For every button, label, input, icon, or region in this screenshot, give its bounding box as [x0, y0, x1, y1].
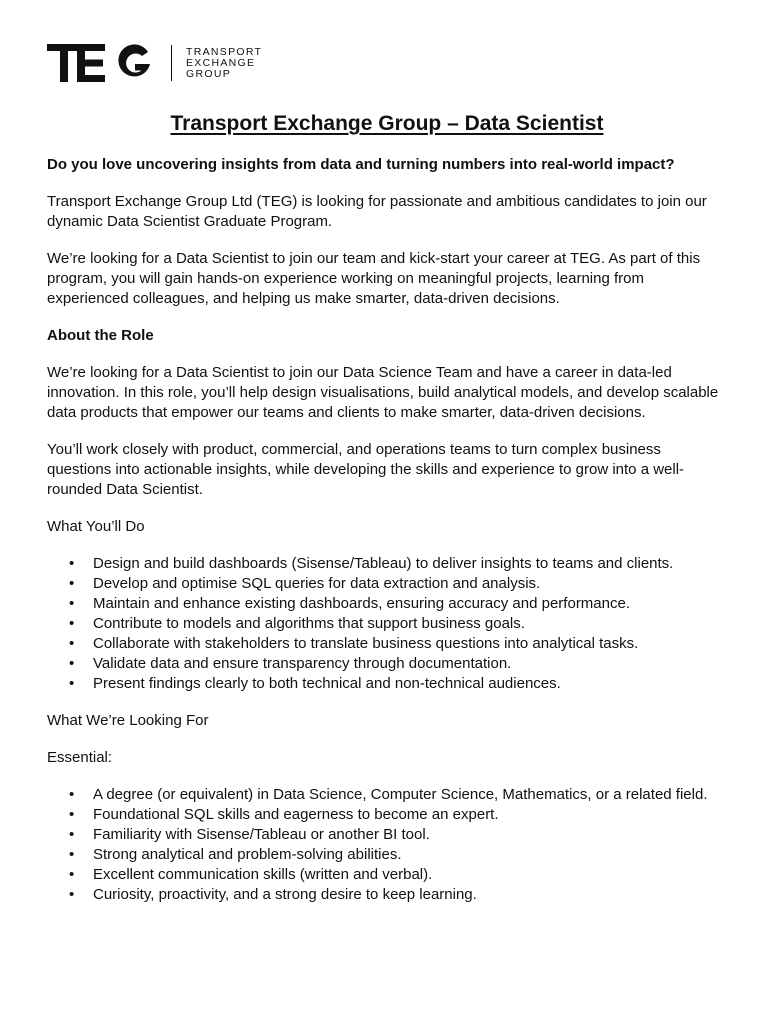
bullet-icon: •: [69, 615, 75, 632]
bullet-icon: •: [69, 826, 75, 843]
list-item: [47, 785, 727, 805]
list-item-text: Foundational SQL skills and eagerness to become an expert.: [93, 806, 499, 823]
list-item-text: Design and build dashboards (Sisense/Tableau) to deliver insights to teams and clients.: [93, 555, 674, 572]
bullet-icon: •: [69, 595, 75, 612]
about-heading: About the Role: [47, 327, 154, 344]
bullet-icon: •: [69, 786, 75, 803]
list-item-text: Maintain and enhance existing dashboards, ensuring accuracy and performance.: [93, 595, 630, 612]
page-title: Transport Exchange Group – Data Scientist: [170, 112, 604, 135]
bullet-icon: •: [69, 846, 75, 863]
list-item: [47, 805, 727, 825]
bullet-icon: •: [69, 675, 75, 692]
about-paragraph-1: We’re looking for a Data Scientist to join our Data Science Team and have a career in data-led innovation. In this role, you’ll help design visualisations, build analytical models, and develop scalable data products that empower our teams and clients to make smarter, data-driven decisions.: [47, 364, 719, 421]
what-youll-do-heading: What You’ll Do: [47, 518, 145, 535]
list-item: [47, 865, 727, 885]
list-item: [47, 634, 727, 654]
list-item-text: Contribute to models and algorithms that support business goals.: [93, 615, 525, 632]
list-item-text: Excellent communication skills (written and verbal).: [93, 866, 433, 883]
list-item: [47, 825, 727, 845]
list-item: [47, 845, 727, 865]
list-item-text: Present findings clearly to both technical and non-technical audiences.: [93, 675, 561, 692]
logo-divider: [171, 45, 172, 81]
list-item-text: A degree (or equivalent) in Data Science, Computer Science, Mathematics, or a related field.: [93, 786, 708, 803]
list-item-text: Collaborate with stakeholders to translate business questions into analytical tasks.: [93, 635, 639, 652]
bullet-icon: •: [69, 655, 75, 672]
list-item-text: Strong analytical and problem-solving abilities.: [93, 846, 402, 863]
bullet-icon: •: [69, 575, 75, 592]
bullet-icon: •: [69, 806, 75, 823]
list-item-text: Familiarity with Sisense/Tableau or another BI tool.: [93, 826, 430, 843]
list-item-text: Develop and optimise SQL queries for data extraction and analysis.: [93, 575, 541, 592]
about-paragraph-2: You’ll work closely with product, commercial, and operations teams to turn complex business questions into actionable insights, while developing the skills and experience to grow into a well-rounded Data Scientist.: [47, 441, 685, 498]
logo-line-2: EXCHANGE: [186, 56, 256, 69]
list-item: [47, 594, 727, 614]
bullet-icon: •: [69, 555, 75, 572]
list-item: [47, 674, 727, 694]
logo-line-1: TRANSPORT: [186, 45, 263, 58]
document-body: [47, 155, 727, 905]
essential-list: [47, 785, 727, 905]
bullet-icon: •: [69, 635, 75, 652]
list-item: [47, 574, 727, 594]
intro-paragraph-2: We’re looking for a Data Scientist to join our team and kick-start your career at TEG. As part of this program, you will gain hands-on experience working on meaningful projects, learning from experienced colleagues, and helping us make smarter, data-driven decisions.: [47, 250, 701, 307]
what-youll-do-list: [47, 554, 727, 694]
list-item: [47, 885, 727, 905]
intro-paragraph-1: Transport Exchange Group Ltd (TEG) is looking for passionate and ambitious candidates to join our dynamic Data Scientist Graduate Program.: [47, 193, 707, 230]
teg-logo-mark-icon: [47, 44, 151, 82]
teg-logo: [47, 43, 262, 83]
logo-wordmark: [186, 47, 262, 80]
bullet-icon: •: [69, 866, 75, 883]
essential-heading: Essential:: [47, 749, 113, 766]
looking-for-heading: What We’re Looking For: [47, 712, 209, 729]
list-item-text: Validate data and ensure transparency through documentation.: [93, 655, 512, 672]
intro-question: Do you love uncovering insights from data and turning numbers into real-world impact?: [47, 156, 675, 173]
list-item: [47, 554, 727, 574]
bullet-icon: •: [69, 886, 75, 903]
list-item: [47, 654, 727, 674]
logo-line-3: GROUP: [186, 67, 232, 80]
list-item-text: Curiosity, proactivity, and a strong desire to keep learning.: [93, 886, 477, 903]
list-item: [47, 614, 727, 634]
